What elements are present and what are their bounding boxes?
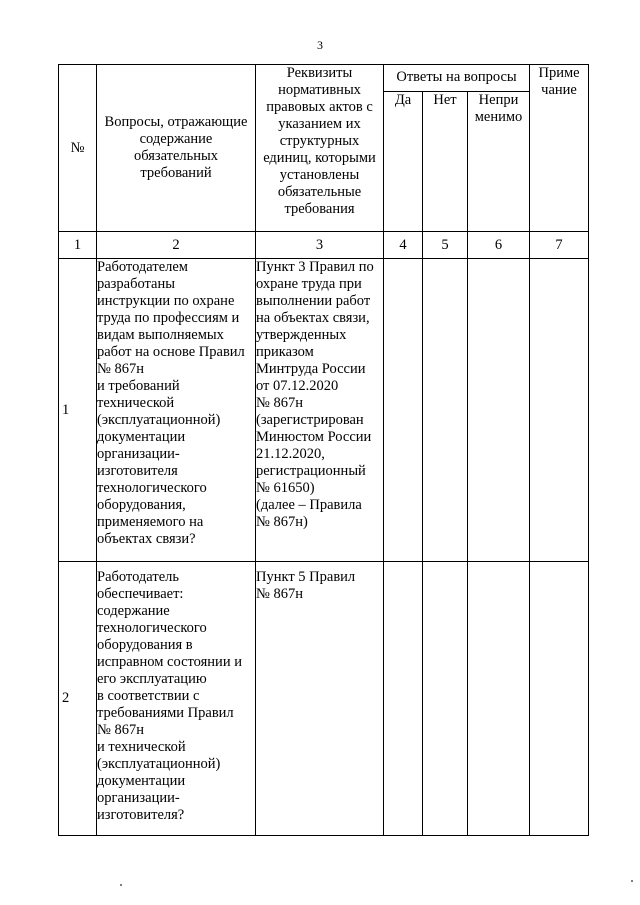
header-note: Приме чание [530,65,589,232]
column-numbers-row [59,232,589,259]
row-number: 2 [59,562,97,836]
header-num: № [59,65,97,232]
answer-no-cell[interactable] [423,259,468,562]
answer-yes-cell[interactable] [384,259,423,562]
page-number: 3 [317,38,323,52]
header-answers-group: Ответы на вопросы [384,65,530,92]
question-text: Работодателем разработаны инструкции по охране труда по профессиям и видам выполняемых работ на основе Правил № 867н и требований технической (эксплуатационной) документации организации- изготовителя технологического оборудования, применяемого на объектах связи? [97,259,256,562]
answer-na-cell[interactable] [468,562,530,836]
scan-speck [631,880,633,882]
note-cell[interactable] [530,562,589,836]
requirements-table [58,64,589,836]
scan-speck [120,884,122,886]
table-row [59,562,589,836]
header-answer-yes: Да [384,92,423,232]
table-row [59,259,589,562]
answer-na-cell[interactable] [468,259,530,562]
note-cell[interactable] [530,259,589,562]
column-number: 4 [384,232,423,259]
row-number: 1 [59,259,97,562]
requisites-text: Пункт 3 Правил по охране труда при выполнении работ на объектах связи, утвержденных приказом Минтруда России от 07.12.2020 № 867н (зарегистрирован Минюстом России 21.12.2020, регистрационный № 61650) (далее – Правила № 867н) [256,259,384,562]
column-number: 6 [468,232,530,259]
column-number: 2 [97,232,256,259]
requisites-text: Пункт 5 Правил № 867н [256,562,384,836]
column-number: 1 [59,232,97,259]
answer-no-cell[interactable] [423,562,468,836]
header-requisites: Реквизиты нормативных правовых актов с указанием их структурных единиц, которыми установлены обязательные требования [256,65,384,232]
column-number: 7 [530,232,589,259]
column-number: 3 [256,232,384,259]
column-number: 5 [423,232,468,259]
header-answer-na: Непри менимо [468,92,530,232]
header-answer-no: Нет [423,92,468,232]
answer-yes-cell[interactable] [384,562,423,836]
question-text: Работодатель обеспечивает: содержание технологического оборудования в исправном состоянии и его эксплуатацию в соответствии с требованиями Правил № 867н и технической (эксплуатационной) документации организации- изготовителя? [97,562,256,836]
header-questions: Вопросы, отражающие содержание обязательных требований [97,65,256,232]
